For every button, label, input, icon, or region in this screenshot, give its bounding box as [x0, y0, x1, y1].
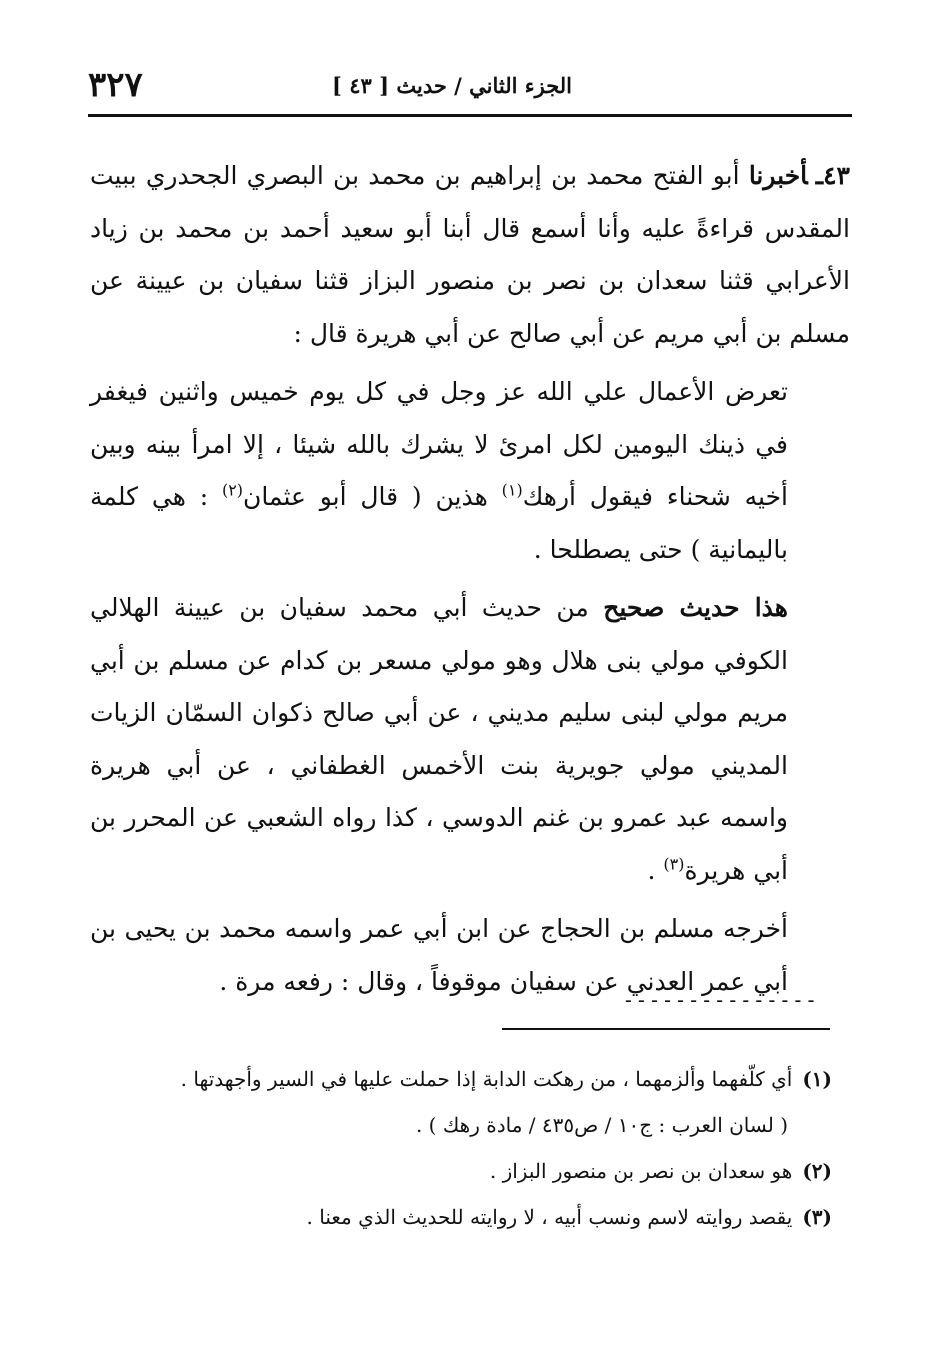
chain-lead-word: أخبرنا [748, 161, 808, 190]
footnotes [90, 1056, 832, 1240]
matn-text-a: تعرض الأعمال علي الله عز وجل في كل يوم خميس واثنين فيغفر في ذينك اليومين لكل امرئ لا يشرك بالله شيئا ، إلا امرأ بينه وبين أخيه شحناء فيقول أرهك [90, 377, 788, 511]
hadith-chain-paragraph [90, 150, 850, 360]
footnote-ref-1[interactable]: (١) [501, 480, 523, 500]
footnote-2 [90, 1148, 832, 1194]
footnote-ref-2[interactable]: (٢) [221, 480, 244, 500]
takhrij-text: أخرجه مسلم بن الحجاج عن ابن أبي عمر واسمه محمد بن يحيى بن أبي عمر العدني عن سفيان موقوفاً ، وقال : رفعه مرة . [90, 914, 788, 996]
commentary-end: . [647, 855, 664, 885]
commentary-paragraph [90, 582, 850, 897]
footnote-text: أي كلّفهما وألزمهما ، من رهكت الدابة إذا حملت عليها في السير وأجهدتها . [180, 1067, 793, 1091]
footnote-3 [90, 1194, 832, 1240]
matn-text-c: : هي كلمة باليمانية ) حتى يصطلحا . [90, 482, 788, 564]
hadith-matn-paragraph [90, 366, 850, 576]
footnote-mark: (١) [802, 1067, 832, 1091]
footnote-text: هو سعدان بن نصر بن منصور البزاز . [489, 1159, 793, 1183]
grading-lead: هذا حديث صحيح [603, 593, 788, 622]
dashed-separator: --------------- [622, 988, 818, 1012]
footnote-mark: (٢) [802, 1159, 832, 1183]
chain-text: أبو الفتح محمد بن إبراهيم بن محمد بن البصري الجحدري ببيت المقدس قراءةً عليه وأنا أسمع قال أبنا أبو سعيد أحمد بن محمد بن زياد الأعرابي قثنا سعدان بن نصر بن منصور البزاز قثنا سفيان بن عيينة عن مسلم بن أبي مريم عن أبي صالح عن أبي هريرة قال : [90, 161, 850, 348]
footnote-mark: (٣) [802, 1205, 832, 1229]
hadith-number: ٤٣ـ [815, 161, 850, 190]
footnote-text: يقصد روايته لاسم ونسب أبيه ، لا روايته للحديث الذي معنا . [306, 1205, 793, 1229]
matn-text-b: هذين ( قال أبو عثمان [243, 482, 502, 511]
header-title: الجزء الثاني / حديث [ ٤٣ ] [331, 72, 572, 98]
commentary-text: من حديث أبي محمد سفيان بن عيينة الهلالي الكوفي مولي بنى هلال وهو مولي مسعر بن كدام عن مسلم بن أبي مريم مولي لبنى سليم مديني ، عن أبي صالح ذكوان السمّان الزيات المديني مولي جويرية بنت الأخمس الغطفاني ، عن أبي هريرة واسمه عبد عمرو بن غنم الدوسي ، كذا رواه الشعبي عن المحرر بن أبي هريرة [90, 593, 788, 885]
footnote-1-source [90, 1102, 832, 1148]
footnote-rule [502, 1028, 830, 1030]
main-text [90, 150, 850, 1014]
header-rule [88, 114, 852, 117]
running-head [88, 62, 852, 108]
footnote-text: ( لسان العرب : ج١٠ / ص٤٣٥ / مادة رهك ) . [415, 1113, 788, 1137]
footnote-1 [90, 1056, 832, 1102]
page-number: ٣٢٧ [88, 65, 143, 105]
footnote-ref-3[interactable]: (٣) [663, 854, 685, 874]
